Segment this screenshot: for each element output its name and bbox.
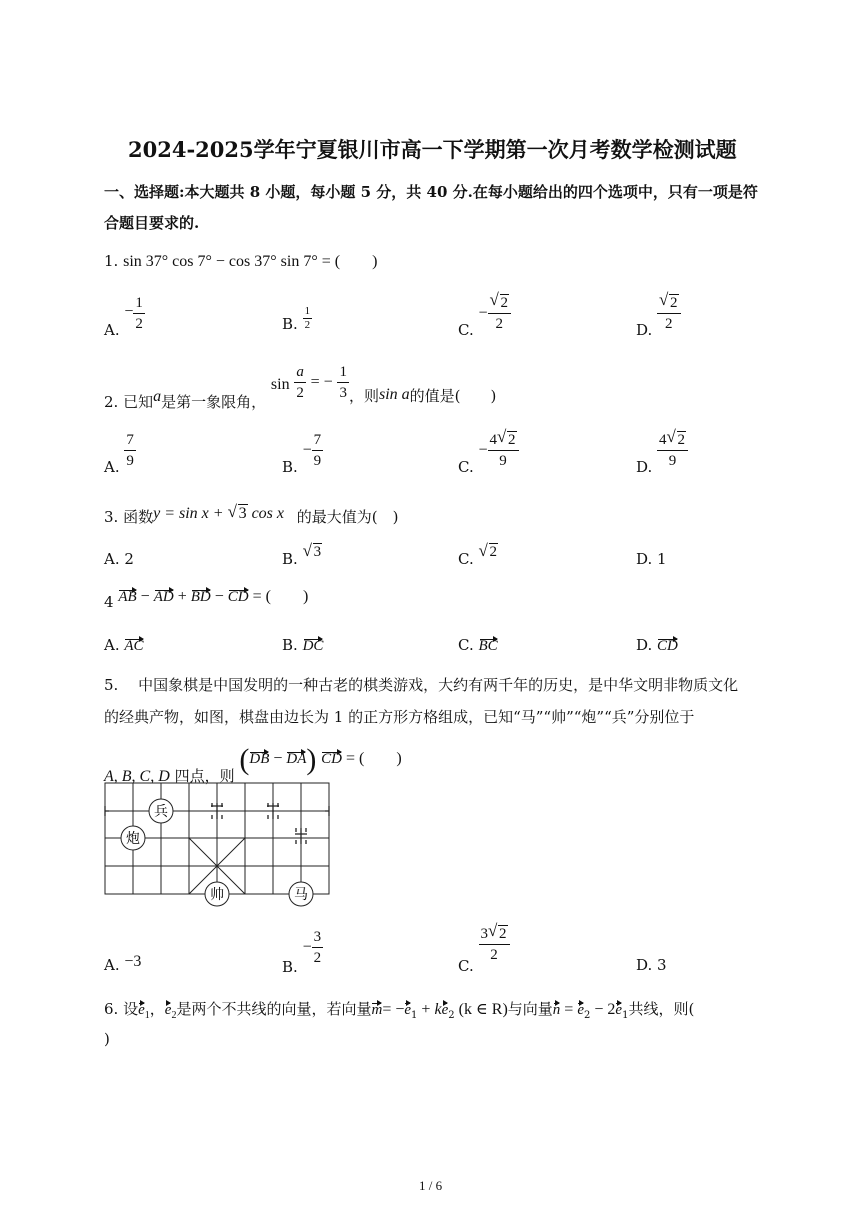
question-5-line2: 的经典产物，如图，棋盘由边长为 1 的正方形方格组成，已知“马”“帅”“炮”“兵”分别位于 <box>104 708 695 726</box>
q1-option-b: B. $\frac{1}{2}$ <box>282 305 311 333</box>
piece-shuai <box>205 882 229 906</box>
q5-option-d: D. 3 <box>636 956 667 974</box>
q5-option-a: A. −3 <box>104 953 142 974</box>
page-number: 1 / 6 <box>419 1178 443 1193</box>
question-expression: sin 37° cos 7° − cos 37° sin 7° = ( ) <box>123 253 378 270</box>
q3-option-b: B. √ 3 <box>282 541 322 568</box>
q2-option-b: B. − $\frac{7}{9}$ <box>282 432 322 476</box>
question-5-line1: 5. 中国象棋是中国发明的一种古老的棋类游戏，大约有两千年的历史，是中华文明非物质文化 <box>104 676 739 694</box>
question-6: 6. 设$e_1$，$e_2$是两个不共线的向量，若向量$m= -e_1 + ke_2$ (k ∈ R)与向量$n = e_2 - 2e_1$共线，则( <box>104 1000 695 1021</box>
q5-option-c: C. 3 √ 2 2 <box>458 924 510 965</box>
section-header-line1: 一、选择题:本大题共 8 小题，每小题 5 分，共 40 分.在每小题给出的四个选项中，只有一项是符 <box>104 183 758 201</box>
section-header-line2: 合题目要求的. <box>104 214 200 232</box>
piece-ma <box>289 882 313 906</box>
q4-option-c: C. BC <box>458 636 498 654</box>
piece-bing-label: 兵 <box>154 804 168 820</box>
q4-option-d: D. CD <box>636 636 678 654</box>
question-number: 1. <box>104 252 119 270</box>
q4-option-b: B. DC <box>282 636 324 654</box>
question-6-line2: ) <box>104 1030 110 1048</box>
q2-option-d: D. 4 √ 2 9 <box>636 430 688 471</box>
q3-option-c: C. √ 2 <box>458 541 497 568</box>
q2-option-c: C. − 4 √ 2 9 <box>458 430 519 471</box>
q3-option-a: A. 2 <box>104 550 134 568</box>
question-2: 2. 已知a是第一象限角， sin $\frac{a}{2}$ = − $\frac{1}{3}$ ，则sin a的值是( ) <box>104 364 497 411</box>
q3-option-d: D. 1 <box>636 550 667 568</box>
q5-option-b: B. − $\frac{3}{2}$ <box>282 929 322 976</box>
question-5-line3: A, B, C, D 四点，则 (DB − DA) CD = ( ) <box>104 743 402 785</box>
chessboard-diagram <box>100 778 336 914</box>
piece-ma-label: 马 <box>294 887 308 903</box>
page-title: 2024-2025学年宁夏银川市高一下学期第一次月考数学检测试题 <box>128 137 737 162</box>
piece-shuai-label: 帅 <box>210 887 224 903</box>
question-3: 3. 函数y = sin x + √ 3 cos x 的最大值为( ) <box>104 502 399 526</box>
q1-option-a: A. − $\frac{1}{2}$ <box>104 295 143 339</box>
piece-pao-label: 炮 <box>126 831 140 847</box>
question-1 <box>104 248 377 271</box>
piece-bing <box>149 799 173 823</box>
q1-option-c: C. − √ 2 2 <box>458 293 511 334</box>
q2-option-a: A. $\frac{7}{9}$ <box>104 432 134 476</box>
q1-option-d: D. √ 2 2 <box>636 293 681 334</box>
piece-pao <box>121 826 145 850</box>
q4-option-a: A. AC <box>104 636 144 654</box>
question-4: 4 AB − AD + BD − CD = ( ) <box>104 588 309 611</box>
